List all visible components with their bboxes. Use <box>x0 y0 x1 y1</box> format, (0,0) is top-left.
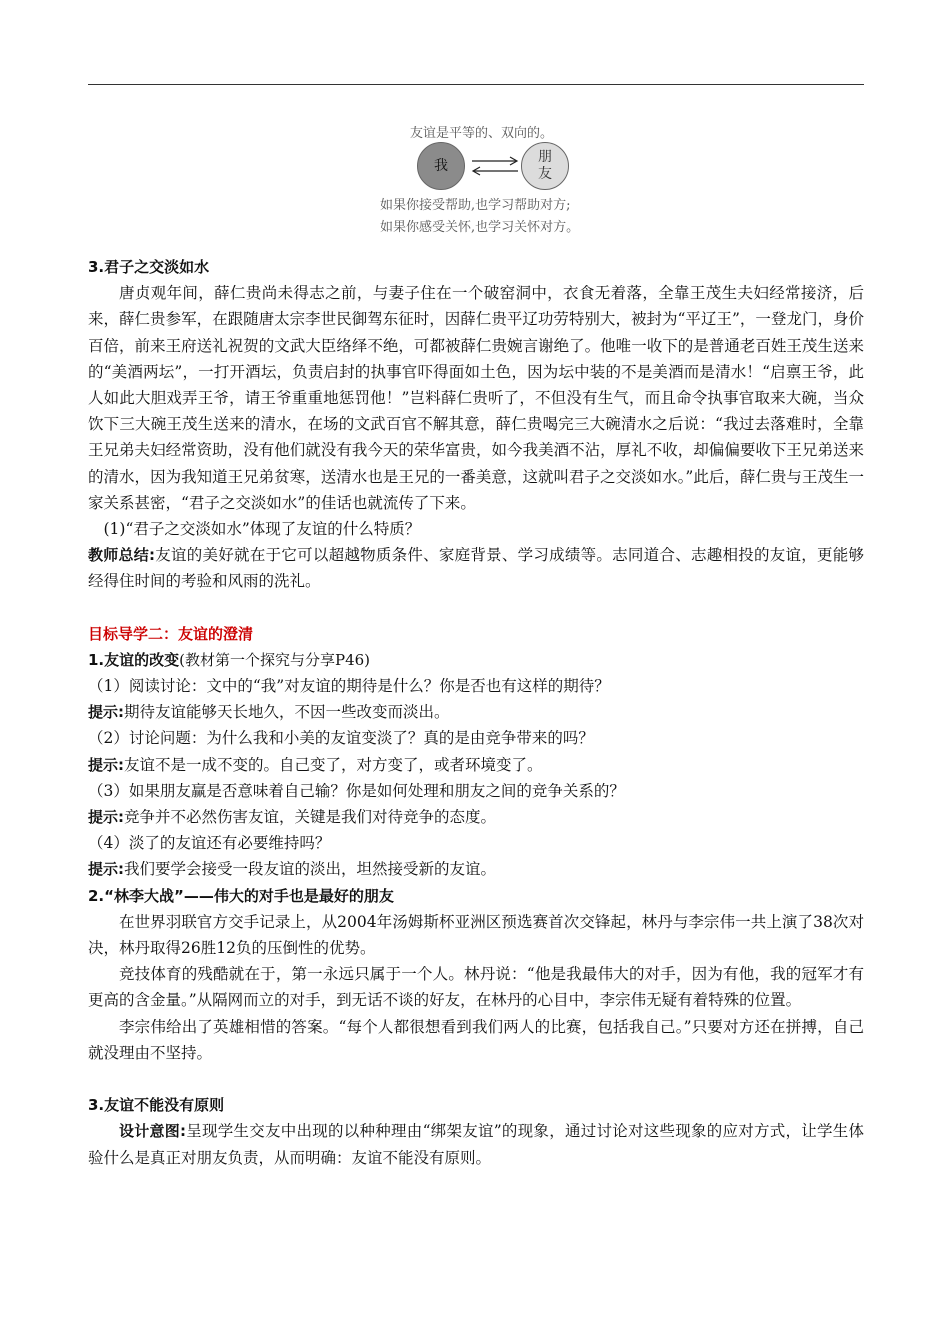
tip-label: 提示: <box>88 860 124 879</box>
answer-text: 我们要学会接受一段友谊的淡出，坦然接受新的友谊。 <box>124 860 497 879</box>
discussion-a2 <box>88 752 864 778</box>
answer-text: 期待友谊能够天长地久，不因一些改变而淡出。 <box>124 703 450 722</box>
discussion-q2: （2）讨论问题：为什么我和小美的友谊变淡了？真的是由竞争带来的吗？ <box>88 729 594 748</box>
me-circle: 我 <box>417 142 465 190</box>
story-paragraph: 唐贞观年间，薛仁贵尚未得志之前，与妻子住在一个破窑洞中，衣食无着落，全靠王茂生夫妇经常接济，后来，薛仁贵参军，在跟随唐太宗李世民御驾东征时，因薛仁贵平辽功劳特别大，被封为“平辽王”，一登龙门，身价百倍，前来王府送礼祝贺的文武大臣络绎不绝，可都被薛仁贵婉言谢绝了。他唯一收下的是普通老百姓王茂生送来的“美酒两坛”，一打开酒坛，负责启封的执事官吓得面如土色，因为坛中装的不是美酒而是清水！“启禀王爷，此人如此大胆戏弄王爷，请王爷重重地惩罚他！”岂料薛仁贵听了，不但没有生气，而且命令执事官取来大碗，当众饮下三大碗王茂生送来的清水，在场的文武百官不解其意，薛仁贵喝完三大碗清水之后说：“我过去落难时，全靠王兄弟夫妇经常资助，没有他们就没有我今天的荣华富贵，如今我美酒不沾，厚礼不收，却偏偏要收下王兄弟送来的清水，因为我知道王兄弟贫寒，送清水也是王兄的一番美意，这就叫君子之交淡如水。”此后，薛仁贵与王茂生一家关系甚密，“君子之交淡如水”的佳话也就流传了下来。 <box>88 284 864 512</box>
lin-li-paragraph-2: 竞技体育的残酷就在于，第一永远只属于一个人。林丹说：“他是我最伟大的对手，因为有他，我的冠军才有更高的含金量。”从隔网而立的对手，到无话不谈的好友，在林丹的心目中，李宗伟无疑有着特殊的位置。 <box>88 965 864 1010</box>
document-body <box>88 254 864 1171</box>
header-rule <box>88 84 864 85</box>
design-text: 呈现学生交友中出现的以种种理由“绑架友谊”的现象，通过讨论对这些现象的应对方式，让学生体验什么是真正对朋友负责，从而明确：友谊不能没有原则。 <box>88 1122 864 1167</box>
tip-label: 提示: <box>88 808 124 827</box>
discussion-q4: （4）淡了的友谊还有必要维持吗？ <box>88 834 331 853</box>
two-way-arrows-icon <box>470 154 520 178</box>
summary-label: 教师总结: <box>88 546 156 565</box>
summary-text: 友谊的美好就在于它可以超越物质条件、家庭背景、学习成绩等。志同道合、志趣相投的友谊，更能够经得住时间的考验和风雨的洗礼。 <box>88 546 864 591</box>
section3-heading: 3.君子之交淡如水 <box>88 258 210 276</box>
question-1: (1)“君子之交淡如水”体现了友谊的什么特质？ <box>103 520 421 539</box>
discussion-q1: （1）阅读讨论：文中的“我”对友谊的期待是什么？你是否也有这样的期待？ <box>88 677 610 696</box>
teacher-summary <box>88 542 864 594</box>
goal2-heading: 目标导学二：友谊的澄清 <box>88 624 254 643</box>
design-label: 设计意图: <box>119 1122 187 1141</box>
tip-label: 提示: <box>88 703 124 722</box>
tip-label: 提示: <box>88 755 124 774</box>
friendship-diagram <box>370 118 630 238</box>
sub2-heading: 2.“林李大战”——伟大的对手也是最好的朋友 <box>88 886 394 905</box>
discussion-q3: （3）如果朋友赢是否意味着自己输？你是如何处理和朋友之间的竞争关系的？ <box>88 781 625 800</box>
answer-text: 友谊不是一成不变的。自己变了，对方变了，或者环境变了。 <box>124 755 543 774</box>
sub1-title: 1.友谊的改变 <box>88 650 180 669</box>
design-intent <box>88 1118 864 1170</box>
friend-circle-label: 朋友 <box>538 149 552 182</box>
lin-li-paragraph-3: 李宗伟给出了英雄相惜的答案。“每个人都很想看到我们两人的比赛，包括我自己。”只要对方还在拼搏，自己就没理由不坚持。 <box>88 1017 864 1062</box>
diagram-caption-2: 如果你感受关怀,也学习关怀对方。 <box>380 220 580 235</box>
diagram-caption-1: 如果你接受帮助,也学习帮助对方; <box>380 198 571 213</box>
diagram-title: 友谊是平等的、双向的。 <box>410 126 554 141</box>
discussion-a4 <box>88 856 864 882</box>
discussion-a3 <box>88 804 864 830</box>
sub1-note: (教材第一个探究与分享P46) <box>179 650 371 669</box>
discussion-a1 <box>88 699 864 725</box>
answer-text: 竞争并不必然伤害友谊，关键是我们对待竞争的态度。 <box>124 808 497 827</box>
lin-li-paragraph-1: 在世界羽联官方交手记录上，从2004年汤姆斯杯亚洲区预选赛首次交锋起，林丹与李宗伟一共上演了38次对决，林丹取得26胜12负的压倒性的优势。 <box>88 912 864 958</box>
sub3-heading: 3.友谊不能没有原则 <box>88 1096 225 1115</box>
sub1-heading <box>88 647 864 673</box>
friend-circle <box>521 142 569 190</box>
